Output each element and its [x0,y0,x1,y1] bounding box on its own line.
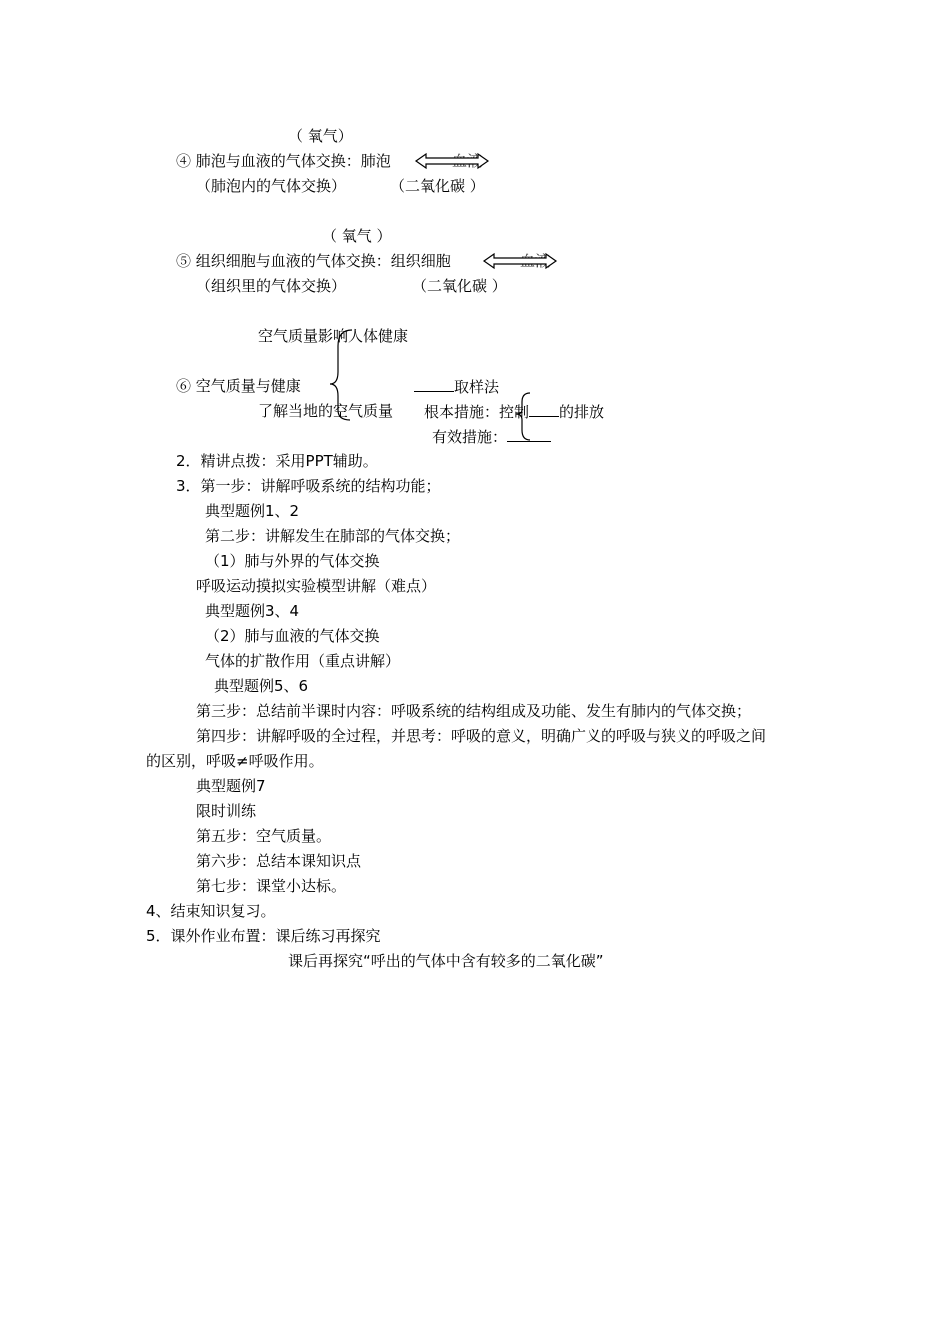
line-precise-guidance: 2．精讲点拨：采用PPT辅助。 [176,452,378,470]
effective-measure-label: 有效措施： [432,428,508,446]
line-lung-blood-exchange: （2）肺与血液的气体交换 [205,627,380,645]
line-step-six: 第六步：总结本课知识点 [196,852,362,870]
root-measure-suffix: 的排放 [559,403,605,421]
line-examples-5-6: 典型题例5、6 [214,677,309,695]
sampling-label: 取样法 [454,378,500,396]
line-step-five: 第五步：空气质量。 [196,827,332,845]
double-arrow-icon [416,154,488,168]
diagram4-oxygen-label: （ 氧气） [288,127,353,145]
diagram4-note: （肺泡内的气体交换） [196,177,347,195]
root-measure-prefix: 根本措施：控制 [424,403,530,421]
line-timed-training: 限时训练 [196,802,257,820]
line-further-inquiry: 课后再探究“呼出的气体中含有较多的二氧化碳” [288,952,604,970]
double-arrow-icon [484,254,556,268]
line-step-one: 3．第一步：讲解呼吸系统的结构功能； [176,477,441,495]
line-lung-external-exchange: （1）肺与外界的气体交换 [205,552,380,570]
line-breathing-model: 呼吸运动摸拟实验模型讲解（难点） [196,577,437,595]
line-step-seven: 第七步：课堂小达标。 [196,877,347,895]
line-step-two: 第二步：讲解发生在肺部的气体交换； [205,527,461,545]
diagram5-oxygen-label: （ 氧气 ） [322,227,392,245]
line-step-four: 第四步：讲解呼吸的全过程，并思考：呼吸的意义，明确广义的呼吸与狭义的呼吸之间 [196,727,767,745]
left-brace-icon [330,330,352,420]
left-brace-icon [516,393,530,440]
line-example-7: 典型题例7 [196,777,266,795]
diagram5-title: ⑤ 组织细胞与血液的气体交换：组织细胞 [176,252,451,270]
line-homework: 5．课外作业布置：课后练习再探究 [146,927,381,945]
diagram5-co2-label: （二氧化碳 ） [412,277,507,295]
line-step-four-continued: 的区别，呼吸≠呼吸作用。 [146,752,324,770]
line-step-three: 第三步：总结前半课时内容：呼吸系统的结构组成及功能、发生有肺内的气体交换； [196,702,752,720]
diagram4-title: ④ 肺泡与血液的气体交换：肺泡 [176,152,391,170]
diagram-graphics [0,0,950,460]
diagram4-co2-label: （二氧化碳 ） [390,177,485,195]
diagram6-branch-health: 空气质量影响人体健康 [258,327,409,345]
line-examples-1-2: 典型题例1、2 [205,502,300,520]
line-review: 4、结束知识复习。 [146,902,276,920]
diagram6-branch-local: 了解当地的空气质量 [258,402,394,420]
diagram5-note: （组织里的气体交换） [196,277,347,295]
diagram6-title: ⑥ 空气质量与健康 [176,377,301,395]
line-examples-3-4: 典型题例3、4 [205,602,300,620]
line-gas-diffusion: 气体的扩散作用（重点讲解） [205,652,401,670]
